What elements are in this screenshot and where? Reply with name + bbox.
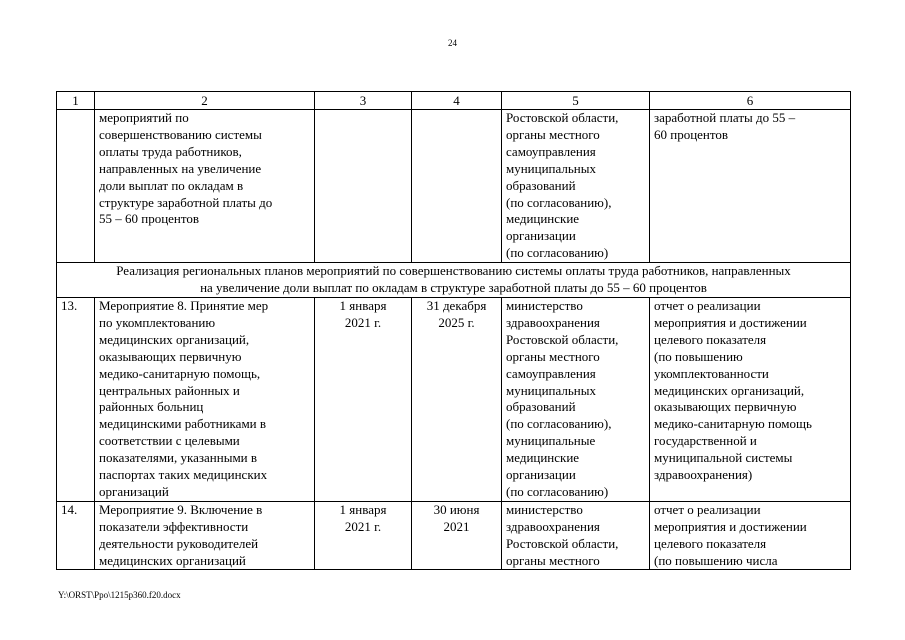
- end-date-cell: [412, 110, 502, 263]
- end-date-cell: 31 декабря 2025 г.: [412, 297, 502, 501]
- column-header-3: 3: [315, 92, 412, 110]
- file-path-footer: Y:\ORST\Ppo\1215p360.f20.docx: [58, 590, 181, 600]
- page-number: 24: [448, 38, 457, 48]
- result-cell: отчет о реализации мероприятия и достижении целевого показателя (по повышению числа: [650, 501, 851, 570]
- measure-cell: Мероприятие 9. Включение в показатели эффективности деятельности руководителей медицинских организаций: [95, 501, 315, 570]
- measure-cell: мероприятий по совершенствованию системы оплаты труда работников, направленных на увеличение доли выплат по окладам в структуре заработной платы до 55 – 60 процентов: [95, 110, 315, 263]
- start-date-cell: 1 января 2021 г.: [315, 297, 412, 501]
- row-number-cell: 14.: [57, 501, 95, 570]
- table-row: [57, 297, 851, 501]
- column-header-2: 2: [95, 92, 315, 110]
- column-header-4: 4: [412, 92, 502, 110]
- section-heading-row: [57, 263, 851, 298]
- column-header-1: 1: [57, 92, 95, 110]
- executor-cell: министерство здравоохранения Ростовской области, органы местного самоуправления муниципальных образований (по согласованию), муниципальные медицинские организации (по согласованию): [502, 297, 650, 501]
- row-number-cell: 13.: [57, 297, 95, 501]
- row-number-cell: [57, 110, 95, 263]
- table-row: [57, 501, 851, 570]
- executor-cell: Ростовской области, органы местного самоуправления муниципальных образований (по согласованию), медицинские организации (по согласованию): [502, 110, 650, 263]
- section-heading: Реализация региональных планов мероприятий по совершенствованию системы оплаты труда работников, направленных на увеличение доли выплат по окладам в структуре заработной платы до 55 – 60 процентов: [57, 263, 851, 298]
- result-cell: отчет о реализации мероприятия и достижении целевого показателя (по повышению укомплектованности медицинских организаций, оказывающих первичную медико-санитарную помощь государственной и муниципальной системы здравоохранения): [650, 297, 851, 501]
- end-date-cell: 30 июня 2021: [412, 501, 502, 570]
- column-header-6: 6: [650, 92, 851, 110]
- start-date-cell: 1 января 2021 г.: [315, 501, 412, 570]
- measures-table: [56, 91, 851, 570]
- result-cell: заработной платы до 55 – 60 процентов: [650, 110, 851, 263]
- executor-cell: министерство здравоохранения Ростовской области, органы местного: [502, 501, 650, 570]
- measure-cell: Мероприятие 8. Принятие мер по укомплектованию медицинских организаций, оказывающих первичную медико-санитарную помощь, центральных районных и районных больниц медицинскими работниками в соответствии с целевыми показателями, указанными в паспортах таких медицинских организаций: [95, 297, 315, 501]
- start-date-cell: [315, 110, 412, 263]
- table-header-row: [57, 92, 851, 110]
- continuation-row: [57, 110, 851, 263]
- column-header-5: 5: [502, 92, 650, 110]
